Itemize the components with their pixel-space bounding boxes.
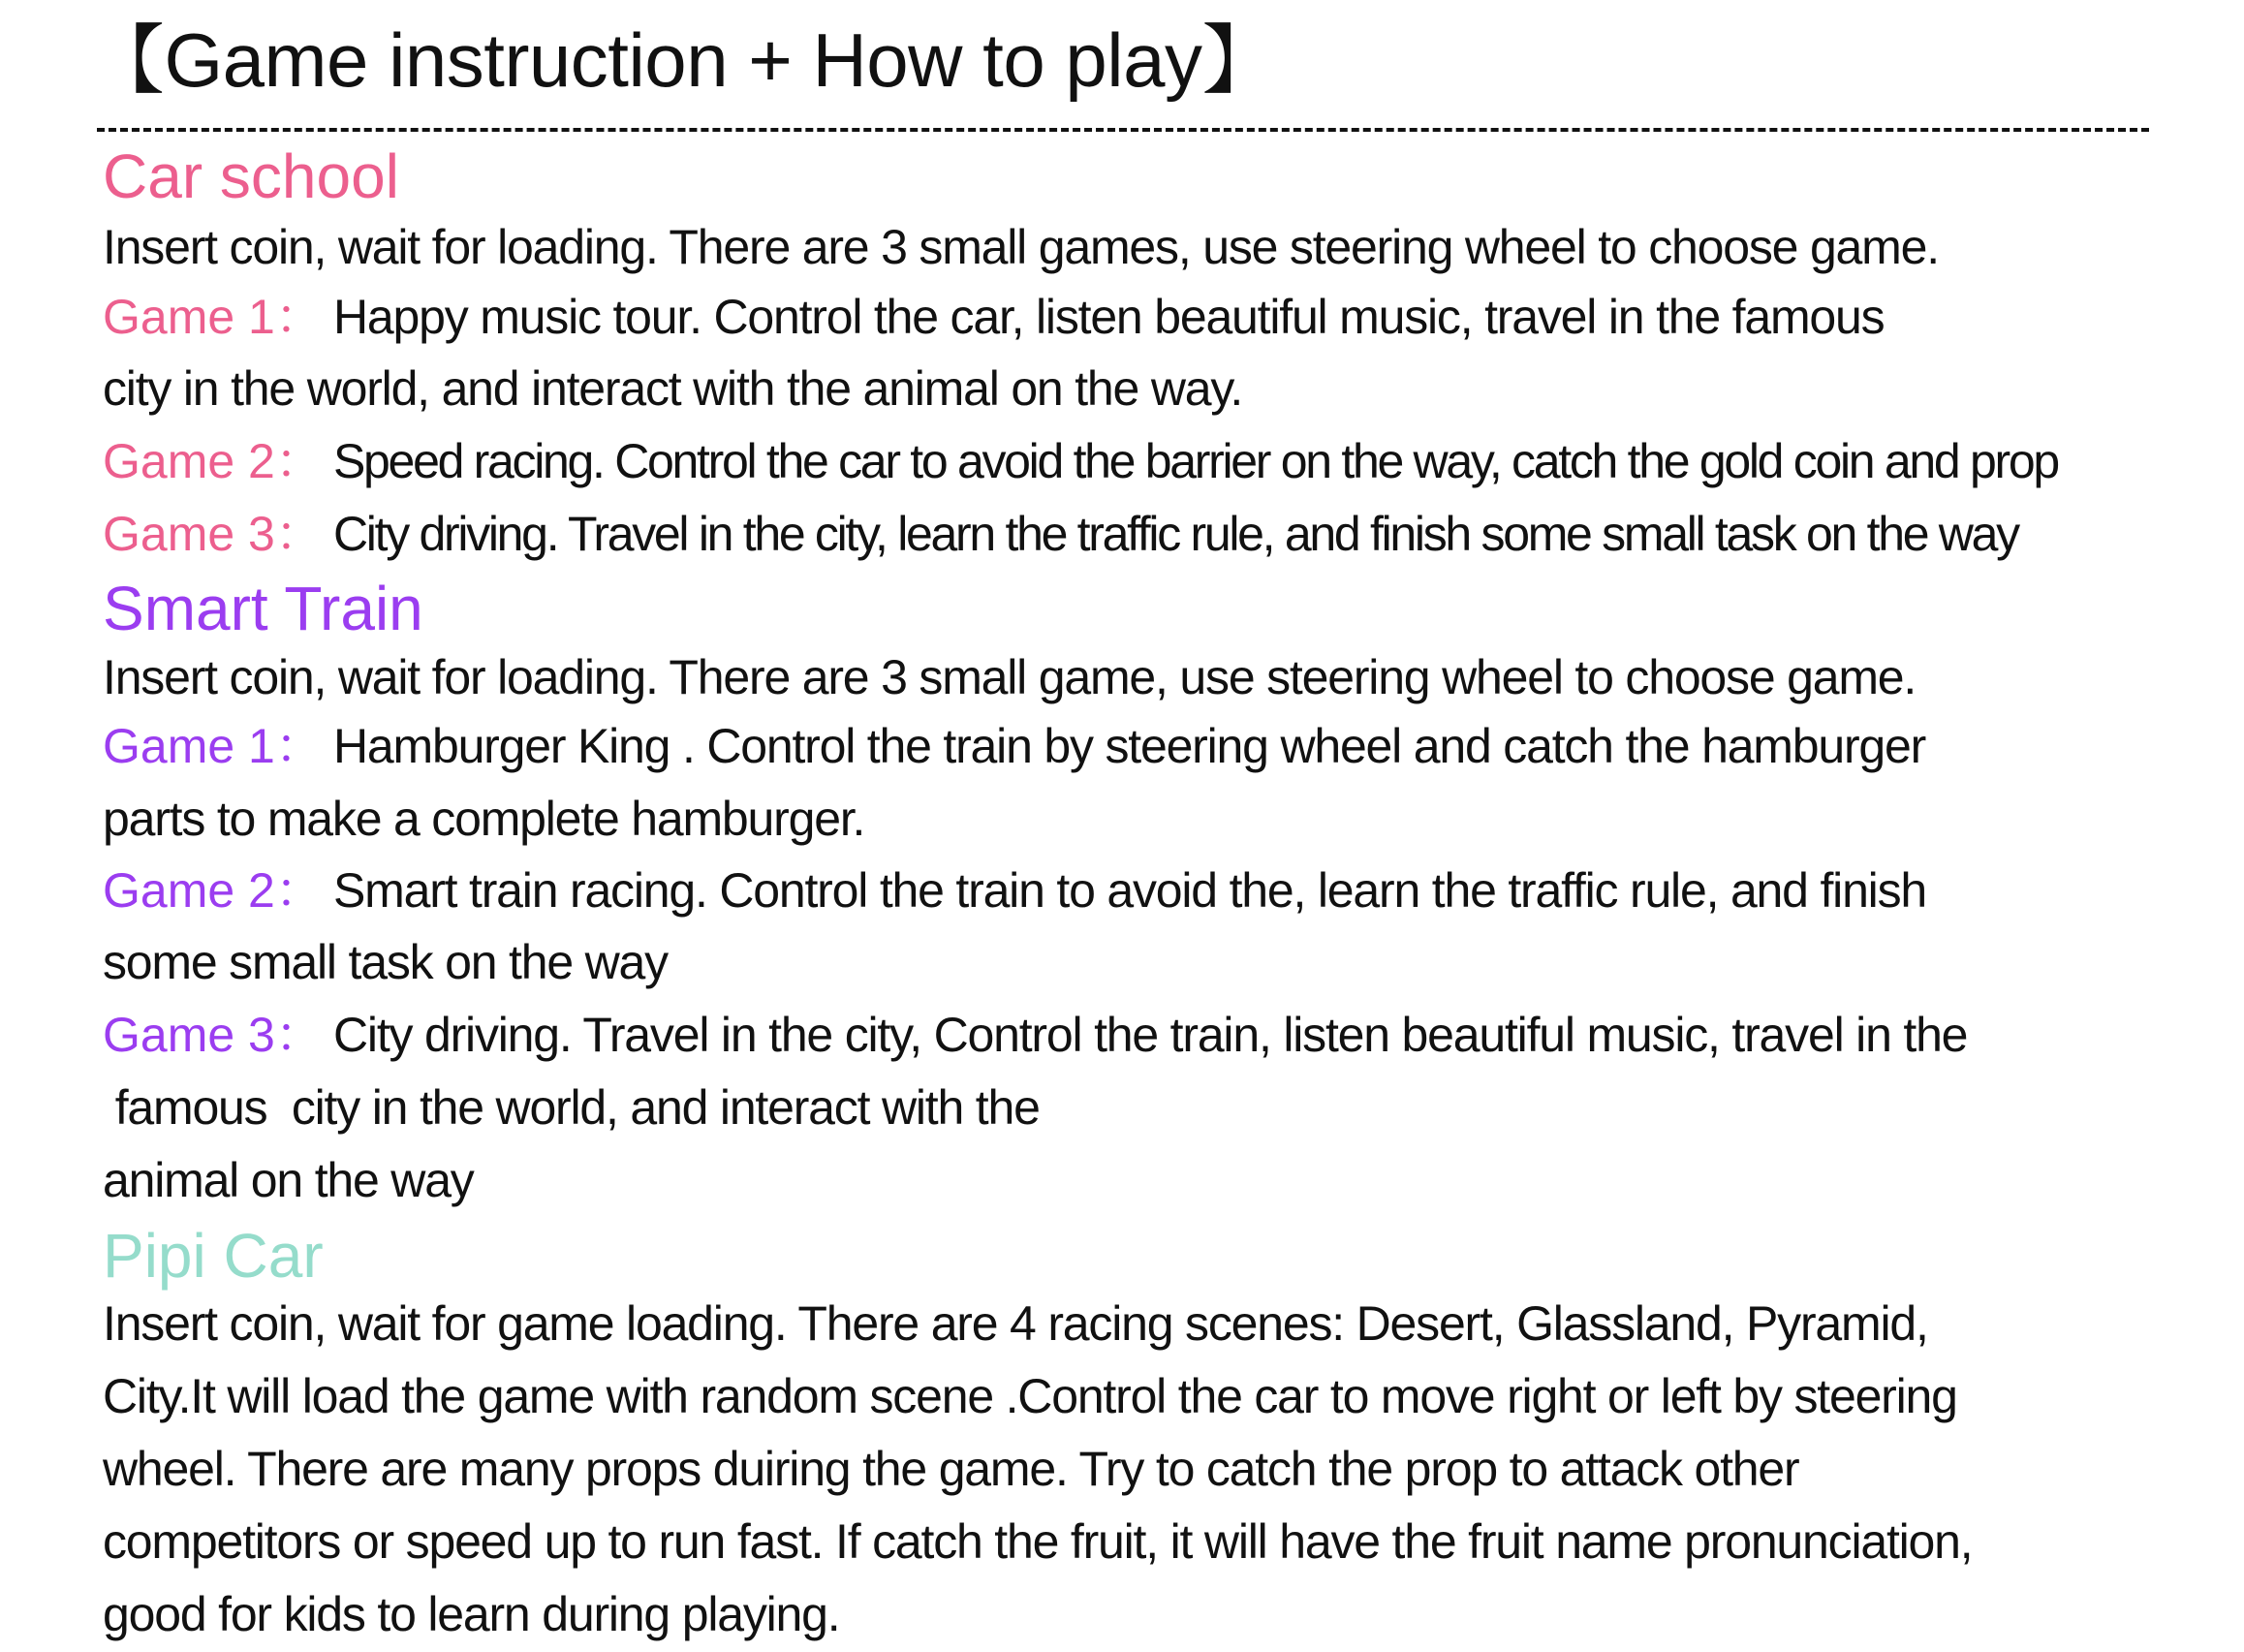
- smart-train-intro: Insert coin, wait for loading. There are 3 small game, use steering wheel to choose game.: [103, 650, 1917, 704]
- page-title: 【Game instruction + How to play】: [89, 17, 1277, 103]
- game-description: Hamburger King . Control the train by steering wheel and catch the hamburger: [333, 719, 1926, 773]
- game-label: Game 3：: [103, 1008, 324, 1062]
- game-description: Speed racing. Control the car to avoid the barrier on the way, catch the gold coin and prop: [333, 434, 2058, 488]
- pipi-car-line-5: good for kids to learn during playing.: [103, 1587, 840, 1641]
- pipi-car-line-1: Insert coin, wait for game loading. There are 4 racing scenes: Desert, Glassland, Pyramid,: [103, 1296, 1928, 1351]
- smart-train-game-3: [103, 1006, 1967, 1064]
- car-school-intro: Insert coin, wait for loading. There are 3 small games, use steering wheel to choose game.: [103, 220, 1939, 274]
- pipi-car-line-4: competitors or speed up to run fast. If catch the fruit, it will have the fruit name pronunciation,: [103, 1514, 1973, 1569]
- smart-train-game-2: [103, 861, 1926, 920]
- game-description: Happy music tour. Control the car, listen beautiful music, travel in the famous: [333, 290, 1885, 344]
- game-description: City driving. Travel in the city, learn the traffic rule, and finish some small task on the way: [333, 507, 2018, 561]
- car-school-game-3: [103, 505, 2018, 563]
- game-label: Game 1：: [103, 719, 324, 773]
- game-description: City driving. Travel in the city, Control the train, listen beautiful music, travel in the: [333, 1008, 1968, 1062]
- smart-train-heading: Smart Train: [103, 574, 423, 643]
- car-school-game-1-cont: city in the world, and interact with the animal on the way.: [103, 361, 1243, 416]
- smart-train-game-3-cont-2: animal on the way: [103, 1153, 474, 1207]
- smart-train-game-3-cont: famous city in the world, and interact with the: [103, 1080, 1040, 1135]
- pipi-car-line-2: City.It will load the game with random scene .Control the car to move right or left by steering: [103, 1369, 1957, 1423]
- game-label: Game 3：: [103, 507, 324, 561]
- dashed-divider: [97, 128, 2149, 132]
- game-description: Smart train racing. Control the train to avoid the, learn the traffic rule, and finish: [333, 863, 1926, 918]
- pipi-car-heading: Pipi Car: [103, 1221, 324, 1291]
- car-school-game-2: [103, 432, 2058, 490]
- smart-train-game-1: [103, 717, 1925, 775]
- game-label: Game 2：: [103, 434, 324, 488]
- car-school-heading: Car school: [103, 141, 399, 211]
- game-label: Game 2：: [103, 863, 324, 918]
- pipi-car-line-3: wheel. There are many props duiring the game. Try to catch the prop to attack other: [103, 1442, 1799, 1496]
- car-school-game-1: [103, 288, 1884, 346]
- smart-train-game-1-cont: parts to make a complete hamburger.: [103, 792, 865, 846]
- game-label: Game 1：: [103, 290, 324, 344]
- smart-train-game-2-cont: some small task on the way: [103, 935, 668, 989]
